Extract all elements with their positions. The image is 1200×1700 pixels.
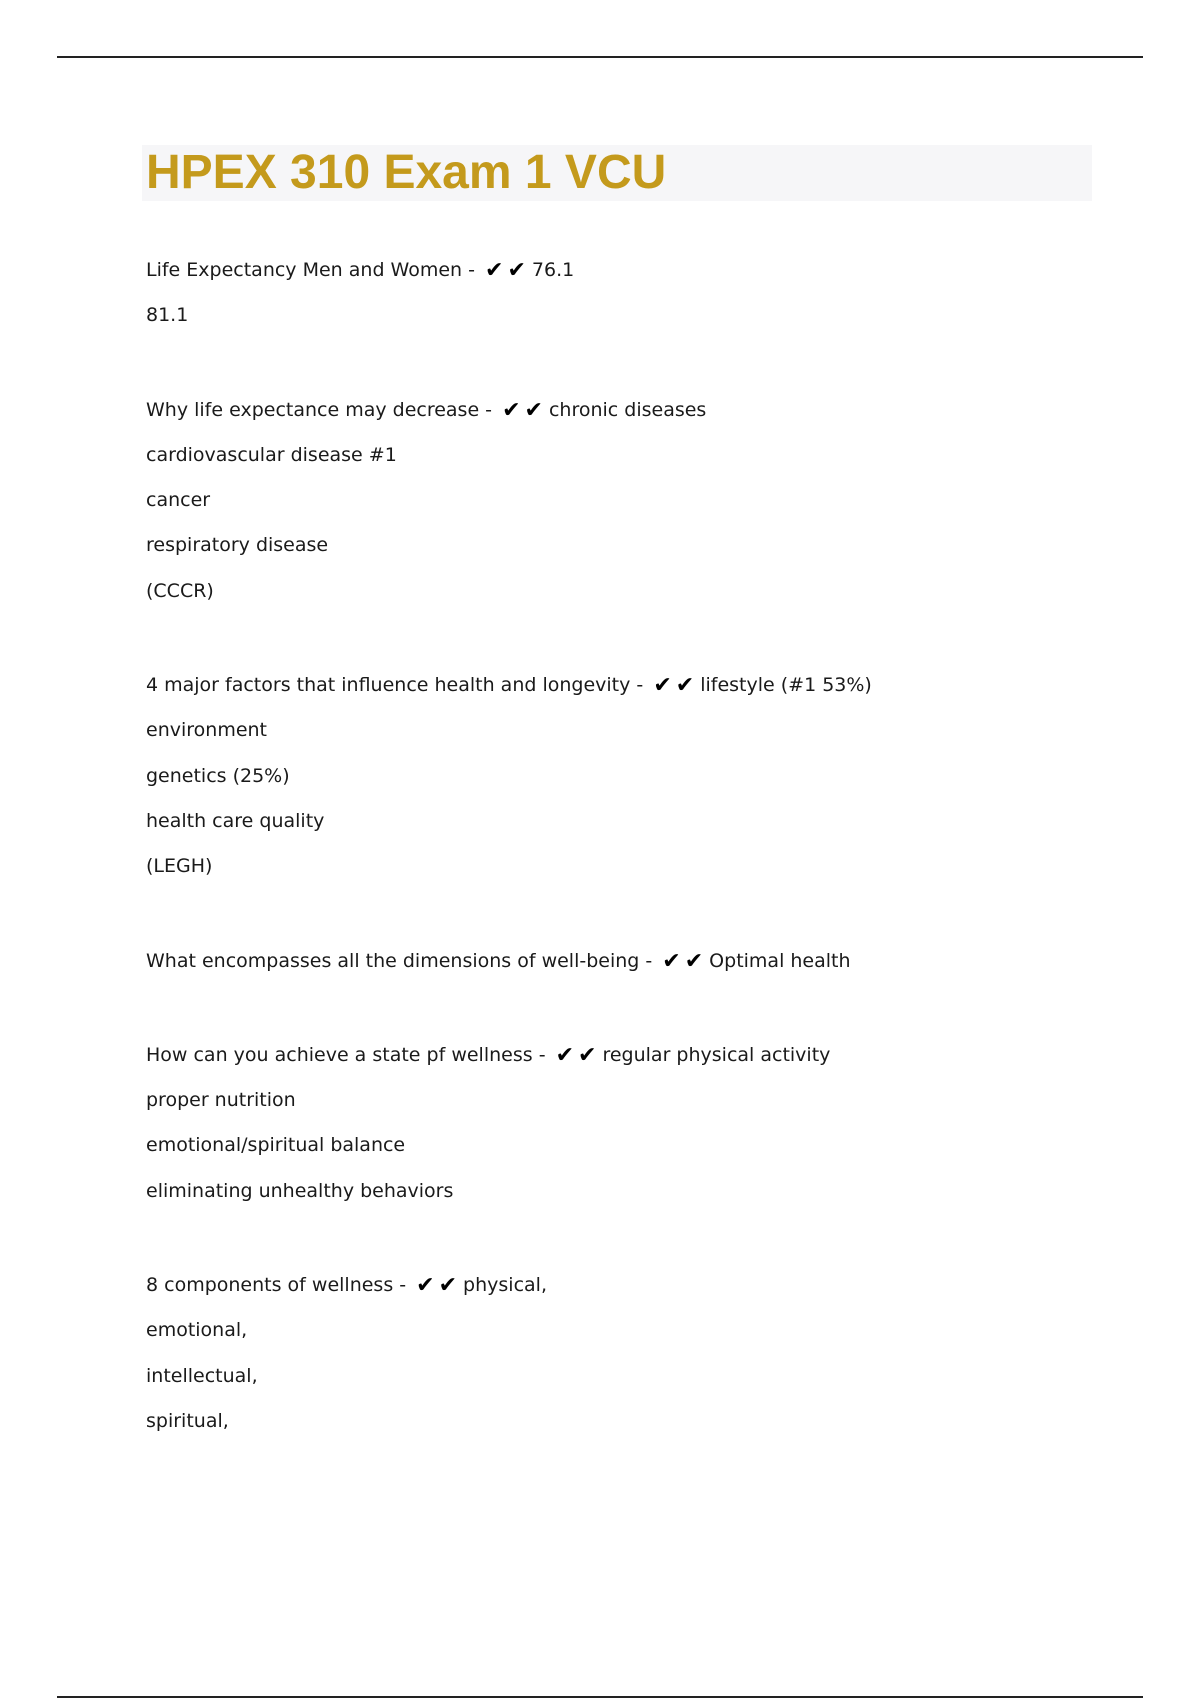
answer-line: spiritual, [146,1409,229,1432]
question-text: Why life expectance may decrease [146,398,480,421]
answer-text: physical, [463,1274,547,1297]
double-check-icon: ✔✔ [662,948,708,974]
question-text: How can you achieve a state pf wellness [146,1043,533,1066]
double-check-icon: ✔✔ [555,1042,601,1068]
answer-line: health care quality [146,809,325,832]
answer-text: chronic diseases [548,398,707,421]
flashcard [146,388,1106,614]
question-line [146,663,1106,708]
flashcard-list [146,248,1106,1493]
question-text: 4 major factors that influence health and longevity [146,674,631,697]
separator: - [462,259,482,281]
flashcard [146,663,1106,889]
question-text: 8 components of wellness [146,1274,394,1297]
answer-line: proper nutrition [146,1089,296,1112]
question-text: Life Expectancy Men and Women [146,259,463,281]
question-line [146,939,1106,984]
question-line [146,248,1106,293]
header-rule [57,56,1143,58]
answer-text: lifestyle (#1 53%) [700,674,872,697]
question-line [146,1263,1106,1308]
flashcard [146,248,1106,339]
separator: - [532,1043,552,1066]
flashcard [146,1263,1106,1444]
document-title: HPEX 310 Exam 1 VCU [146,146,667,199]
double-check-icon: ✔✔ [653,673,699,699]
separator: - [393,1274,413,1297]
separator: - [630,674,650,697]
answer-line: respiratory disease [146,534,329,557]
flashcard [146,1033,1106,1214]
answer-text: Optimal health [709,949,851,972]
answer-line: 81.1 [146,304,189,327]
answer-line: cancer [146,489,211,512]
answer-line: environment [146,719,268,742]
answer-line: intellectual, [146,1364,258,1387]
double-check-icon: ✔✔ [502,397,547,423]
question-text: What encompasses all the dimensions of well-being [146,949,640,972]
answer-line: emotional, [146,1319,248,1342]
separator: - [639,949,659,972]
answer-line: genetics (25%) [146,764,290,787]
answer-line: emotional/spiritual balance [146,1134,406,1157]
separator: - [479,398,499,421]
footer-rule [57,1696,1143,1698]
answer-line: (LEGH) [146,855,213,878]
answer-text: 76.1 [531,259,575,281]
answer-line: cardiovascular disease #1 [146,443,397,466]
question-line [146,1033,1106,1078]
double-check-icon: ✔✔ [485,258,530,283]
answer-line: (CCCR) [146,579,214,602]
double-check-icon: ✔✔ [416,1273,462,1299]
answer-text: regular physical activity [602,1043,831,1066]
question-line [146,388,1106,433]
flashcard [146,939,1106,984]
answer-line: eliminating unhealthy behaviors [146,1179,454,1202]
